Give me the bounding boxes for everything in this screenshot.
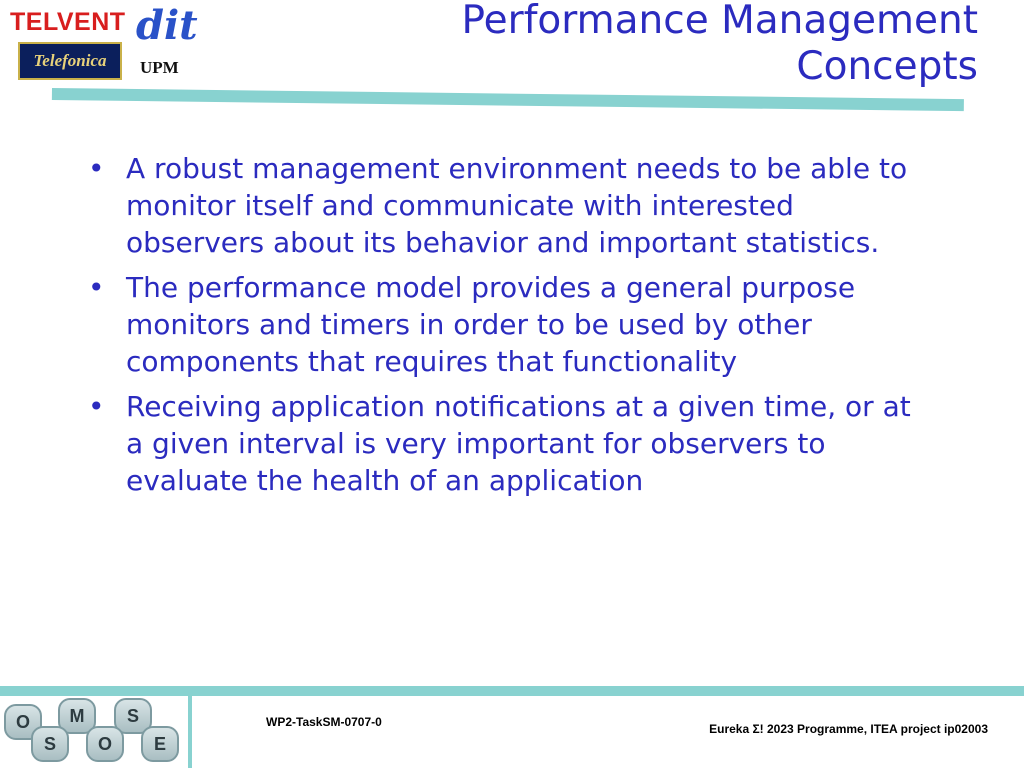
dit-logo: dit bbox=[136, 2, 198, 49]
bullet-dot-icon: • bbox=[88, 271, 105, 304]
bullet-dot-icon: • bbox=[88, 390, 105, 423]
osmose-tile: S bbox=[114, 698, 152, 734]
bullet-item bbox=[88, 388, 918, 499]
bullet-item bbox=[88, 150, 918, 261]
telefonica-logo: Telefonica bbox=[18, 42, 122, 80]
bullet-dot-icon: • bbox=[88, 152, 105, 185]
slide-title bbox=[338, 0, 978, 90]
osmose-tile: O bbox=[4, 704, 42, 740]
slide-title-line-2: Concepts bbox=[796, 44, 978, 89]
upm-logo: UPM bbox=[140, 58, 179, 77]
bullet-text: Receiving application notifications at a given time, or at a given interval is very important for observers to evaluate the health of an application bbox=[126, 390, 911, 497]
bullet-text: The performance model provides a general purpose monitors and timers in order to be used by other components that requires that functionality bbox=[126, 271, 856, 378]
footer-band bbox=[0, 686, 1024, 696]
slide-title-line-1: Performance Management bbox=[461, 0, 978, 43]
osmose-tile: M bbox=[58, 698, 96, 734]
programme-credit: Eureka Σ! 2023 Programme, ITEA project ip02003 bbox=[709, 722, 988, 736]
telvent-logo: TELVENT bbox=[10, 8, 126, 36]
title-underline bbox=[52, 88, 964, 111]
osmose-tile: S bbox=[31, 726, 69, 762]
bullet-text: A robust management environment needs to be able to monitor itself and communicate with interested observers about its behavior and important statistics. bbox=[126, 152, 908, 259]
bullet-item bbox=[88, 269, 918, 380]
osmose-logo bbox=[0, 696, 188, 768]
logo-group bbox=[0, 0, 200, 92]
document-id: WP2-TaskSM-0707-0 bbox=[266, 715, 382, 729]
bullet-list bbox=[88, 150, 918, 507]
osmose-tile: E bbox=[141, 726, 179, 762]
footer-divider bbox=[188, 696, 192, 768]
osmose-tile: O bbox=[86, 726, 124, 762]
